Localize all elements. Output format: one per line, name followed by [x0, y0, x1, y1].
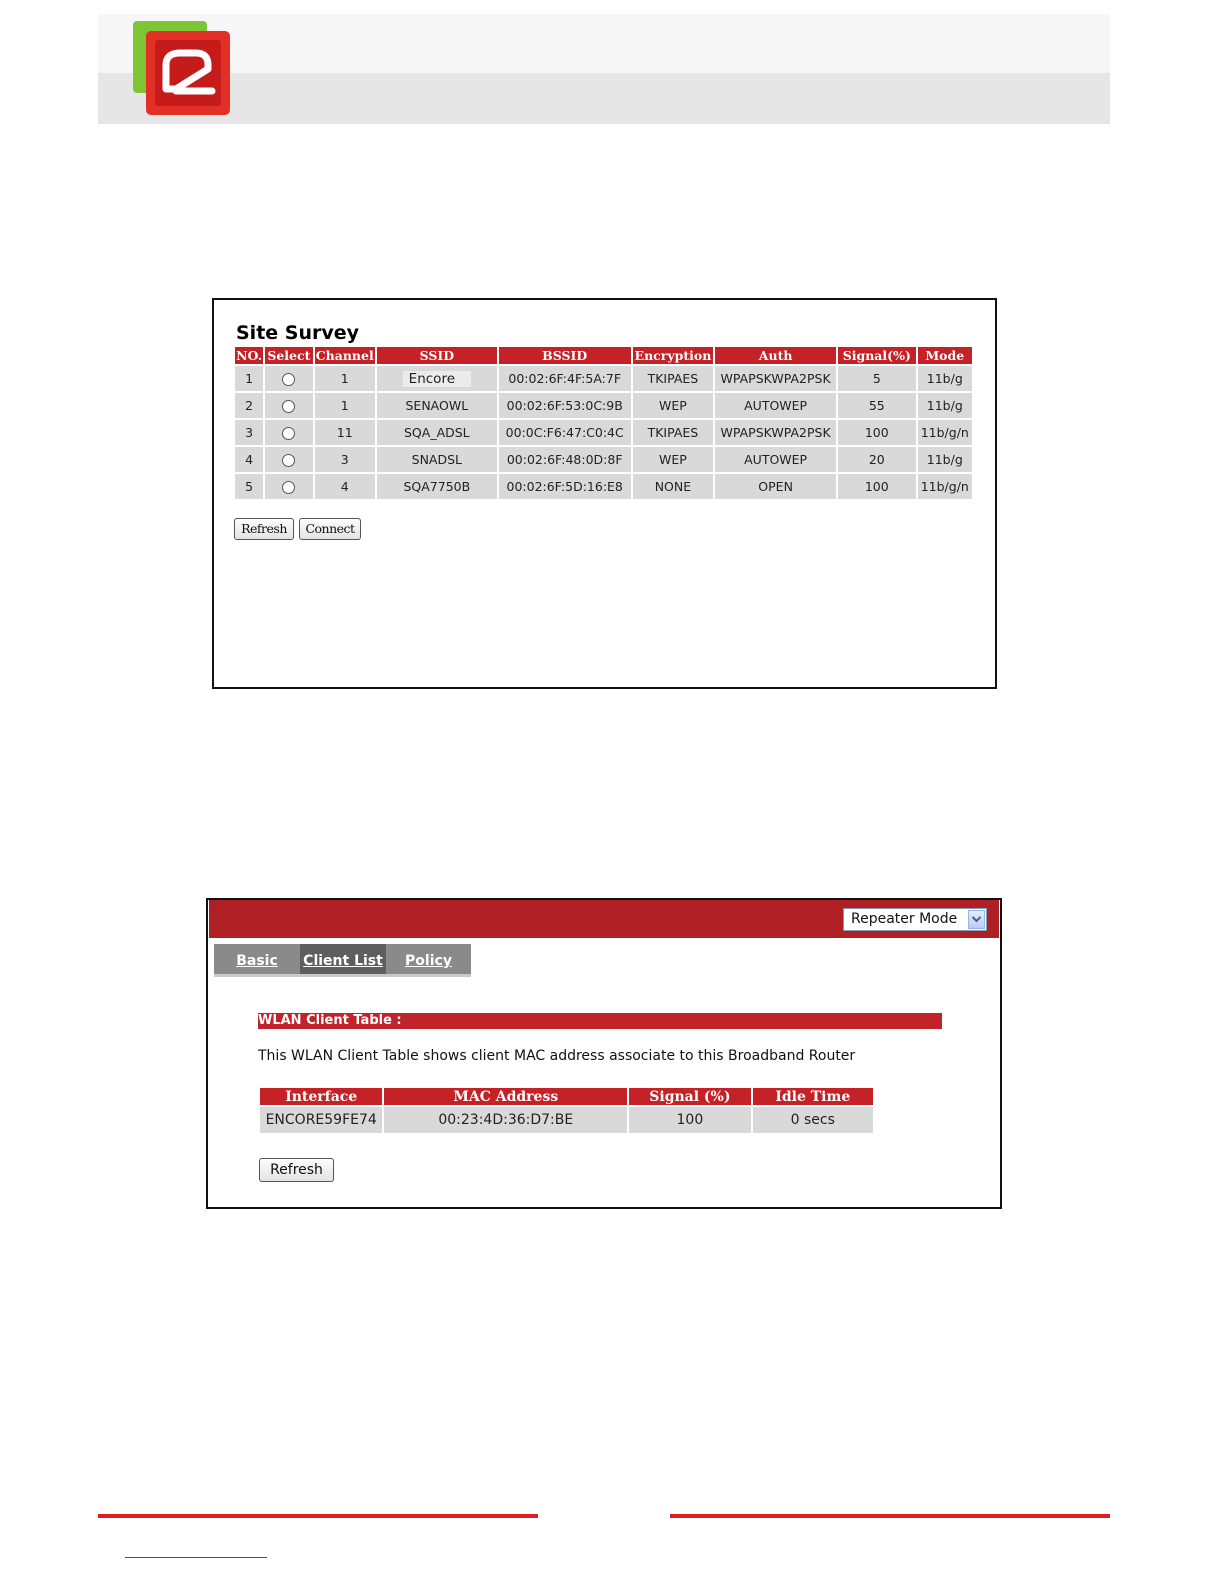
- col-header: BSSID: [499, 347, 631, 364]
- auth-cell: AUTOWEP: [715, 393, 836, 418]
- connect-button[interactable]: Connect: [299, 518, 361, 540]
- mac-cell: 00:23:4D:36:D7:BE: [384, 1107, 627, 1133]
- wlan-description: This WLAN Client Table shows client MAC address associate to this Broadband Router: [258, 1048, 856, 1064]
- channel-cell: 4: [315, 474, 375, 499]
- signal-cell: 55: [838, 393, 916, 418]
- mode-select-value: Repeater Mode: [851, 911, 958, 927]
- bssid-cell: 00:02:6F:53:0C:9B: [499, 393, 631, 418]
- mode-select[interactable]: [843, 908, 987, 931]
- mode-cell: 11b/g: [918, 366, 972, 391]
- encryption-cell: TKIPAES: [633, 366, 714, 391]
- col-header: Idle Time: [753, 1088, 873, 1105]
- wlan-client-table: [258, 1086, 875, 1135]
- select-radio[interactable]: [265, 366, 312, 391]
- select-radio[interactable]: [265, 420, 312, 445]
- table-row: [235, 420, 972, 445]
- mode-cell: 11b/g: [918, 393, 972, 418]
- mode-cell: 11b/g/n: [918, 420, 972, 445]
- row-number: 3: [235, 420, 263, 445]
- col-header: Select: [265, 347, 312, 364]
- channel-cell: 3: [315, 447, 375, 472]
- tab-policy[interactable]: Policy: [386, 944, 471, 977]
- table-row: [235, 393, 972, 418]
- encryption-cell: TKIPAES: [633, 420, 714, 445]
- ssid-cell: SQA7750B: [377, 474, 497, 499]
- col-header: SSID: [377, 347, 497, 364]
- site-survey-title: Site Survey: [236, 322, 360, 344]
- row-number: 2: [235, 393, 263, 418]
- col-header: Interface: [260, 1088, 382, 1105]
- ssid-cell: SNADSL: [377, 447, 497, 472]
- select-radio[interactable]: [265, 393, 312, 418]
- col-header: Mode: [918, 347, 972, 364]
- header-band-bottom: [98, 73, 1110, 124]
- signal-cell: 5: [838, 366, 916, 391]
- footer-rule-left: [98, 1514, 538, 1518]
- table-row: [235, 366, 972, 391]
- bssid-cell: 00:02:6F:5D:16:E8: [499, 474, 631, 499]
- row-number: 5: [235, 474, 263, 499]
- bssid-cell: 00:02:6F:4F:5A:7F: [499, 366, 631, 391]
- col-header: Signal (%): [629, 1088, 750, 1105]
- wlan-table-title: WLAN Client Table :: [258, 1013, 942, 1029]
- ssid-highlight: Encore: [403, 371, 471, 387]
- col-header: Encryption: [634, 348, 712, 363]
- row-number: 4: [235, 447, 263, 472]
- auth-cell: OPEN: [715, 474, 836, 499]
- table-row: [235, 447, 972, 472]
- refresh-button[interactable]: Refresh: [234, 518, 294, 540]
- channel-cell: 11: [315, 420, 375, 445]
- header-band-top: [98, 14, 1110, 74]
- chevron-down-icon: [968, 910, 985, 929]
- ssid-cell: SQA_ADSL: [377, 420, 497, 445]
- signal-cell: 20: [838, 447, 916, 472]
- footer-rule-right: [670, 1514, 1110, 1518]
- channel-cell: 1: [315, 393, 375, 418]
- site-survey-table: [233, 345, 974, 501]
- auth-cell: WPAPSKWPA2PSK: [715, 420, 836, 445]
- auth-cell: AUTOWEP: [715, 447, 836, 472]
- tab-client-list[interactable]: Client List: [300, 944, 386, 977]
- mode-cell: 11b/g: [918, 447, 972, 472]
- encryption-cell: WEP: [633, 447, 714, 472]
- tab-basic[interactable]: Basic: [214, 944, 300, 977]
- auth-cell: WPAPSKWPA2PSK: [715, 366, 836, 391]
- encryption-cell: NONE: [633, 474, 714, 499]
- signal-cell: 100: [838, 420, 916, 445]
- edimax-e-logo-icon: [133, 21, 233, 117]
- interface-cell: ENCORE59FE74: [260, 1107, 382, 1133]
- idle-time-cell: 0 secs: [753, 1107, 873, 1133]
- mode-cell: 11b/g/n: [918, 474, 972, 499]
- bssid-cell: 00:02:6F:48:0D:8F: [499, 447, 631, 472]
- signal-cell: 100: [629, 1107, 750, 1133]
- col-header: Channel: [315, 348, 374, 363]
- ssid-cell: SENAOWL: [377, 393, 497, 418]
- select-radio[interactable]: [265, 447, 312, 472]
- select-radio[interactable]: [265, 474, 312, 499]
- signal-cell: 100: [838, 474, 916, 499]
- ssid-cell: [377, 366, 497, 391]
- channel-cell: 1: [315, 366, 375, 391]
- table-row: [260, 1107, 873, 1133]
- bssid-cell: 00:0C:F6:47:C0:4C: [499, 420, 631, 445]
- col-header: NO.: [236, 348, 263, 363]
- encryption-cell: WEP: [633, 393, 714, 418]
- row-number: 1: [235, 366, 263, 391]
- refresh-button[interactable]: Refresh: [259, 1158, 334, 1182]
- col-header: Auth: [715, 347, 836, 364]
- col-header: MAC Address: [384, 1088, 627, 1105]
- col-header: Signal(%): [838, 347, 916, 364]
- footer-link-underline[interactable]: [125, 1557, 267, 1558]
- table-row: [235, 474, 972, 499]
